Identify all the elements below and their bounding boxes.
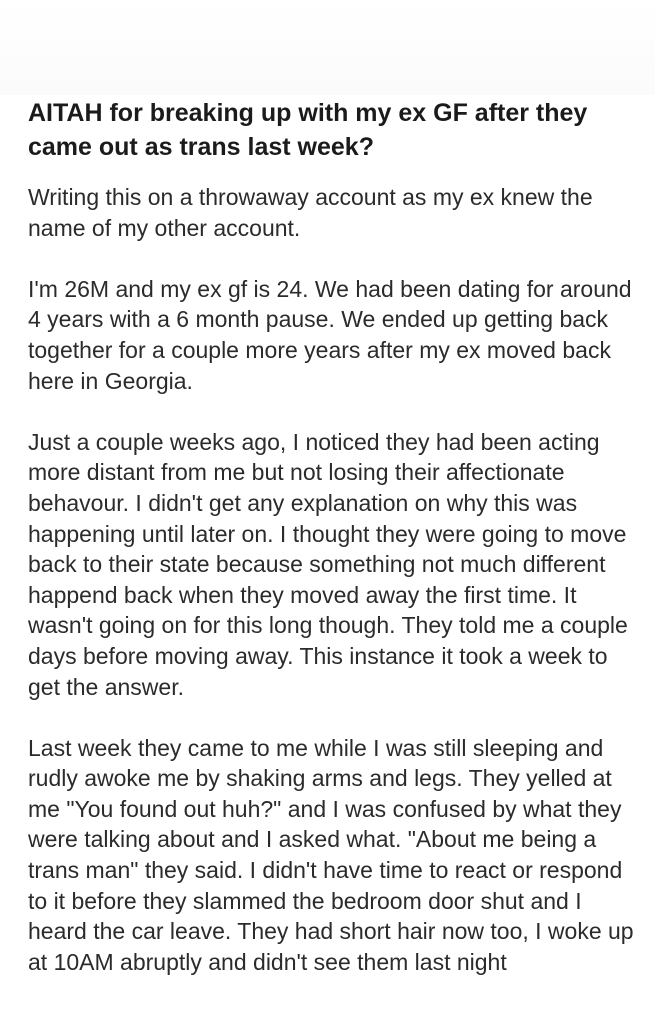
post-paragraph-4: Last week they came to me while I was still sleeping and rudly awoke me by shaking arms and legs. They yelled at me "You found out huh?" and I was confused by what they were talking about and I asked what. "About me being a trans man" they said. I didn't have time to react or respond to it before they slammed the bedroom door shut and I heard the car leave. They had short hair now too, I woke up at 10AM abruptly and didn't see them last night (28, 734, 634, 975)
post-paragraph-3: Just a couple weeks ago, I noticed they had been acting more distant from me but not losing their affectionate behavour. I didn't get any explanation on why this was happening until later on. I thought they were going to move back to their state because something not much different happend back when they moved away the first time. It wasn't going on for this long though. They told me a couple days before moving away. This instance it took a week to get the answer. (28, 428, 628, 700)
post-body (28, 182, 640, 1008)
post-paragraph-2: I'm 26M and my ex gf is 24. We had been dating for around 4 years with a 6 month pause. We ended up getting back together for a couple more years after my ex moved back here in Georgia. (28, 275, 632, 394)
top-fade (0, 0, 655, 95)
post-title: AITAH for breaking up with my ex GF after they came out as trans last week? (28, 99, 588, 161)
post-paragraph-1: Writing this on a throwaway account as my ex knew the name of my other account. (28, 184, 593, 241)
